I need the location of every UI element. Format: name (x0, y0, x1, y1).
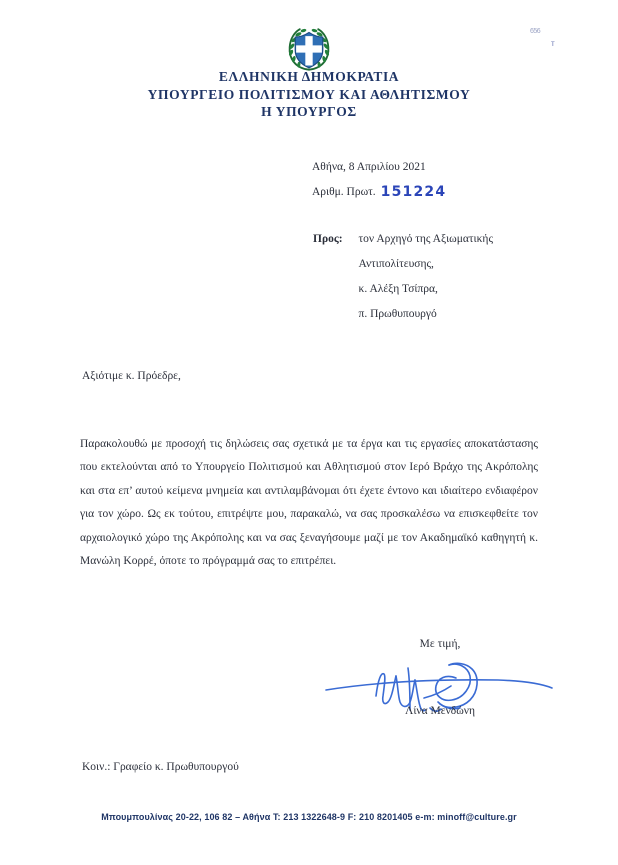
letterhead-line-ministry: ΥΠΟΥΡΓΕΙΟ ΠΟΛΙΤΙΣΜΟΥ ΚΑΙ ΑΘΛΗΤΙΣΜΟΥ (147, 86, 471, 102)
signer-name: Λίνα Μενδώνη (405, 705, 475, 717)
cc-line: Κοιν.: Γραφείο κ. Πρωθυπουργού (82, 761, 239, 773)
recipient-line-4: π. Πρωθυπουργό (358, 308, 437, 320)
recipient-line-3: κ. Αλέξη Τσίπρα, (358, 283, 438, 295)
recipient-block (313, 227, 493, 327)
recipient-address (359, 227, 493, 327)
body-paragraph: Παρακολουθώ με προσοχή τις δηλώσεις σας σχετικά με τα έργα και τις εργασίες αποκατάστασης που εκτελούνται από το Υπουργείο Πολιτισμού και Αθλητισμού στον Ιερό Βράχο της Ακρόπολης και στα επ’ αυτού κείμενα μνημεία και αντιλαμβάνομαι ότι έχετε έντονο και ιδιαίτερο ενδιαφέρον για τον χώρο. Ως εκ τούτου, επιτρέψτε μου, παρακαλώ, να σας προσκαλέσω να επισκεφθείτε τον αρχαιολογικό χώρο της Ακρόπολης και να σας ξεναγήσουμε μαζί με τον Ακαδημαϊκό καθηγητή κ. Μανώλη Κορρέ, όποτε το πρόγραμμά σας το επιτρέπει. (80, 438, 538, 568)
valediction: Με τιμή, (419, 638, 461, 650)
protocol-label: Αριθμ. Πρωτ. (312, 186, 376, 198)
protocol-row (312, 179, 542, 204)
protocol-number-handwritten: 151224 (380, 184, 447, 200)
greek-coat-of-arms-icon (286, 26, 332, 72)
corner-mark-number: 656 (530, 28, 541, 35)
place-date: Αθήνα, 8 Απριλίου 2021 (312, 161, 426, 173)
letterhead (0, 68, 618, 121)
emblem-container (0, 26, 618, 72)
salutation: Αξιότιμε κ. Πρόεδρε, (82, 370, 181, 382)
letterhead-line-minister: Η ΥΠΟΥΡΓΟΣ (261, 104, 357, 119)
recipient-line-2: Αντιπολίτευσης, (358, 258, 434, 270)
corner-mark-glyph: ᴛ (551, 39, 555, 48)
date-protocol-block (312, 155, 542, 204)
letterhead-line-republic: ΕΛΛΗΝΙΚΗ ΔΗΜΟΚΡΑΤΙΑ (218, 69, 400, 84)
recipient-line-1: τον Αρχηγό της Αξιωματικής (358, 233, 494, 245)
footer-contact: Μπουμπουλίνας 20-22, 106 82 – Αθήνα Τ: 213 1322648-9 F: 210 8201405 e-m: minoff@culture.gr (101, 812, 517, 822)
letter-body (80, 433, 538, 573)
recipient-label: Προς: (313, 233, 343, 245)
